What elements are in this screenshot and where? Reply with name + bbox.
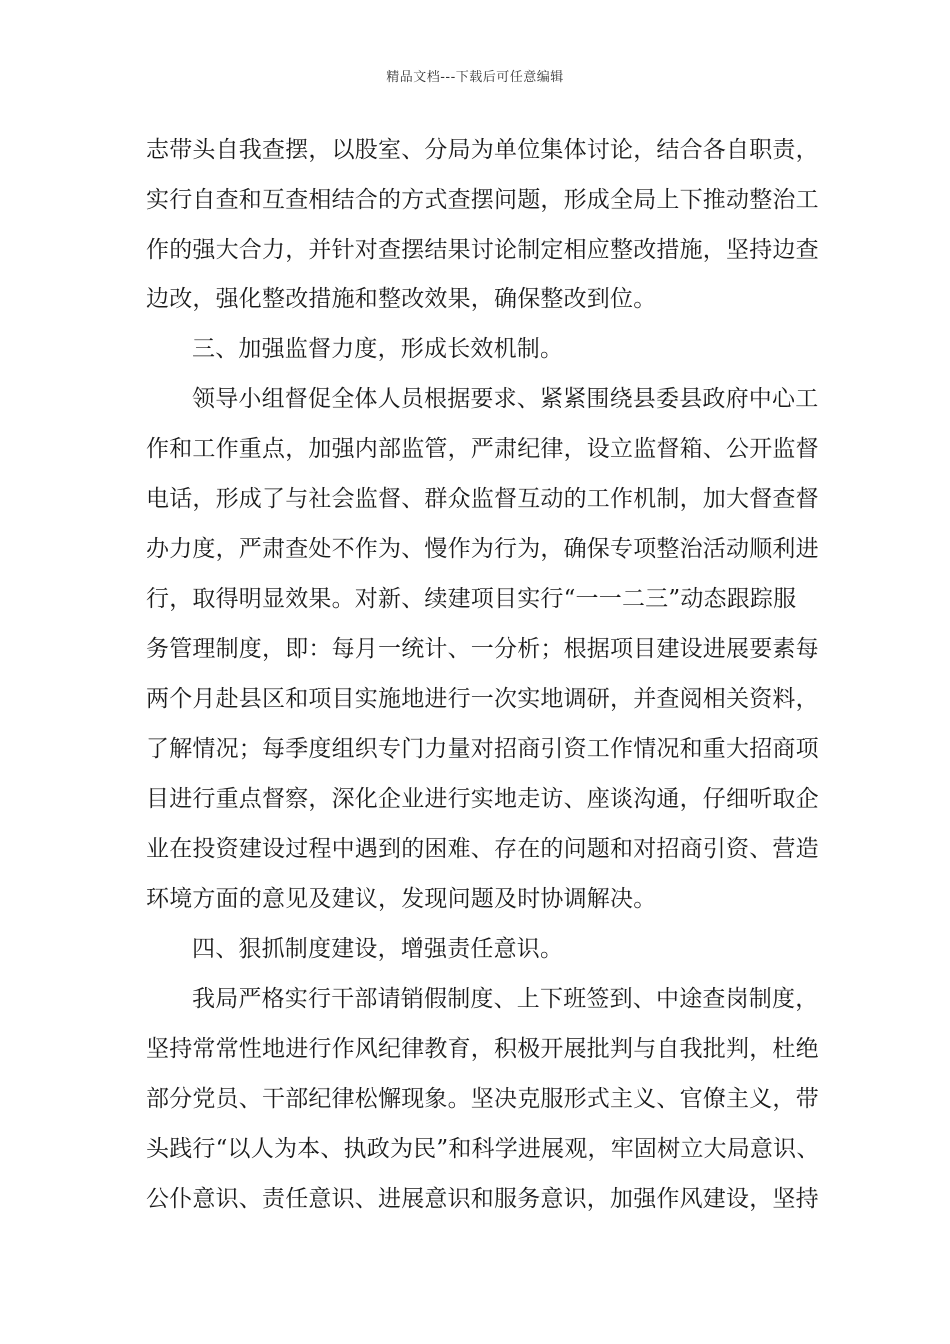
text-line: 作和工作重点，加强内部监管，严肃纪律，设立监督箱、公开监督 — [146, 436, 819, 462]
text-line: 实行自查和互查相结合的方式查摆问题，形成全局上下推动整治工 — [146, 187, 819, 213]
text-line: 头践行“以人为本、执政为民”和科学进展观，牢固树立大局意识、 — [146, 1136, 820, 1162]
text-line: 部分党员、干部纪律松懈现象。坚决克服形式主义、官僚主义，带 — [146, 1086, 819, 1112]
text-line: 办力度，严肃查处不作为、慢作为行为，确保专项整治活动顺利进 — [146, 536, 819, 562]
text-line: 作的强大合力，并针对查摆结果讨论制定相应整改措施，坚持边查 — [146, 237, 819, 263]
page-header: 精品文档---下载后可任意编辑 — [386, 70, 564, 85]
section-heading: 四、狠抓制度建设，增强责任意识。 — [192, 936, 564, 962]
text-line: 志带头自我查摆，以股室、分局为单位集体讨论，结合各自职责， — [146, 137, 819, 163]
text-line: 我局严格实行干部请销假制度、上下班签到、中途查岗制度， — [192, 986, 819, 1012]
text-line: 两个月赴县区和项目实施地进行一次实地调研，并查阅相关资料， — [146, 686, 819, 712]
section-heading: 三、加强监督力度，形成长效机制。 — [192, 336, 564, 362]
text-line: 公仆意识、责任意识、进展意识和服务意识，加强作风建设，坚持 — [146, 1186, 819, 1212]
text-line: 业在投资建设过程中遇到的困难、存在的问题和对招商引资、营造 — [146, 836, 819, 862]
text-line: 环境方面的意见及建议，发现问题及时协调解决。 — [146, 886, 657, 912]
text-line: 领导小组督促全体人员根据要求、紧紧围绕县委县政府中心工 — [192, 386, 819, 412]
text-line: 目进行重点督察，深化企业进行实地走访、座谈沟通，仔细听取企 — [146, 786, 819, 812]
text-line: 行，取得明显效果。对新、续建项目实行“一一二三”动态跟踪服 — [146, 586, 797, 612]
text-line: 边改，强化整改措施和整改效果，确保整改到位。 — [146, 286, 657, 312]
text-line: 务管理制度，即：每月一统计、一分析；根据项目建设进展要素每 — [146, 636, 819, 662]
text-line: 坚持常常性地进行作风纪律教育，积极开展批判与自我批判，杜绝 — [146, 1036, 819, 1062]
text-line: 电话，形成了与社会监督、群众监督互动的工作机制，加大督查督 — [146, 486, 819, 512]
text-line: 了解情况；每季度组织专门力量对招商引资工作情况和重大招商项 — [146, 736, 819, 762]
